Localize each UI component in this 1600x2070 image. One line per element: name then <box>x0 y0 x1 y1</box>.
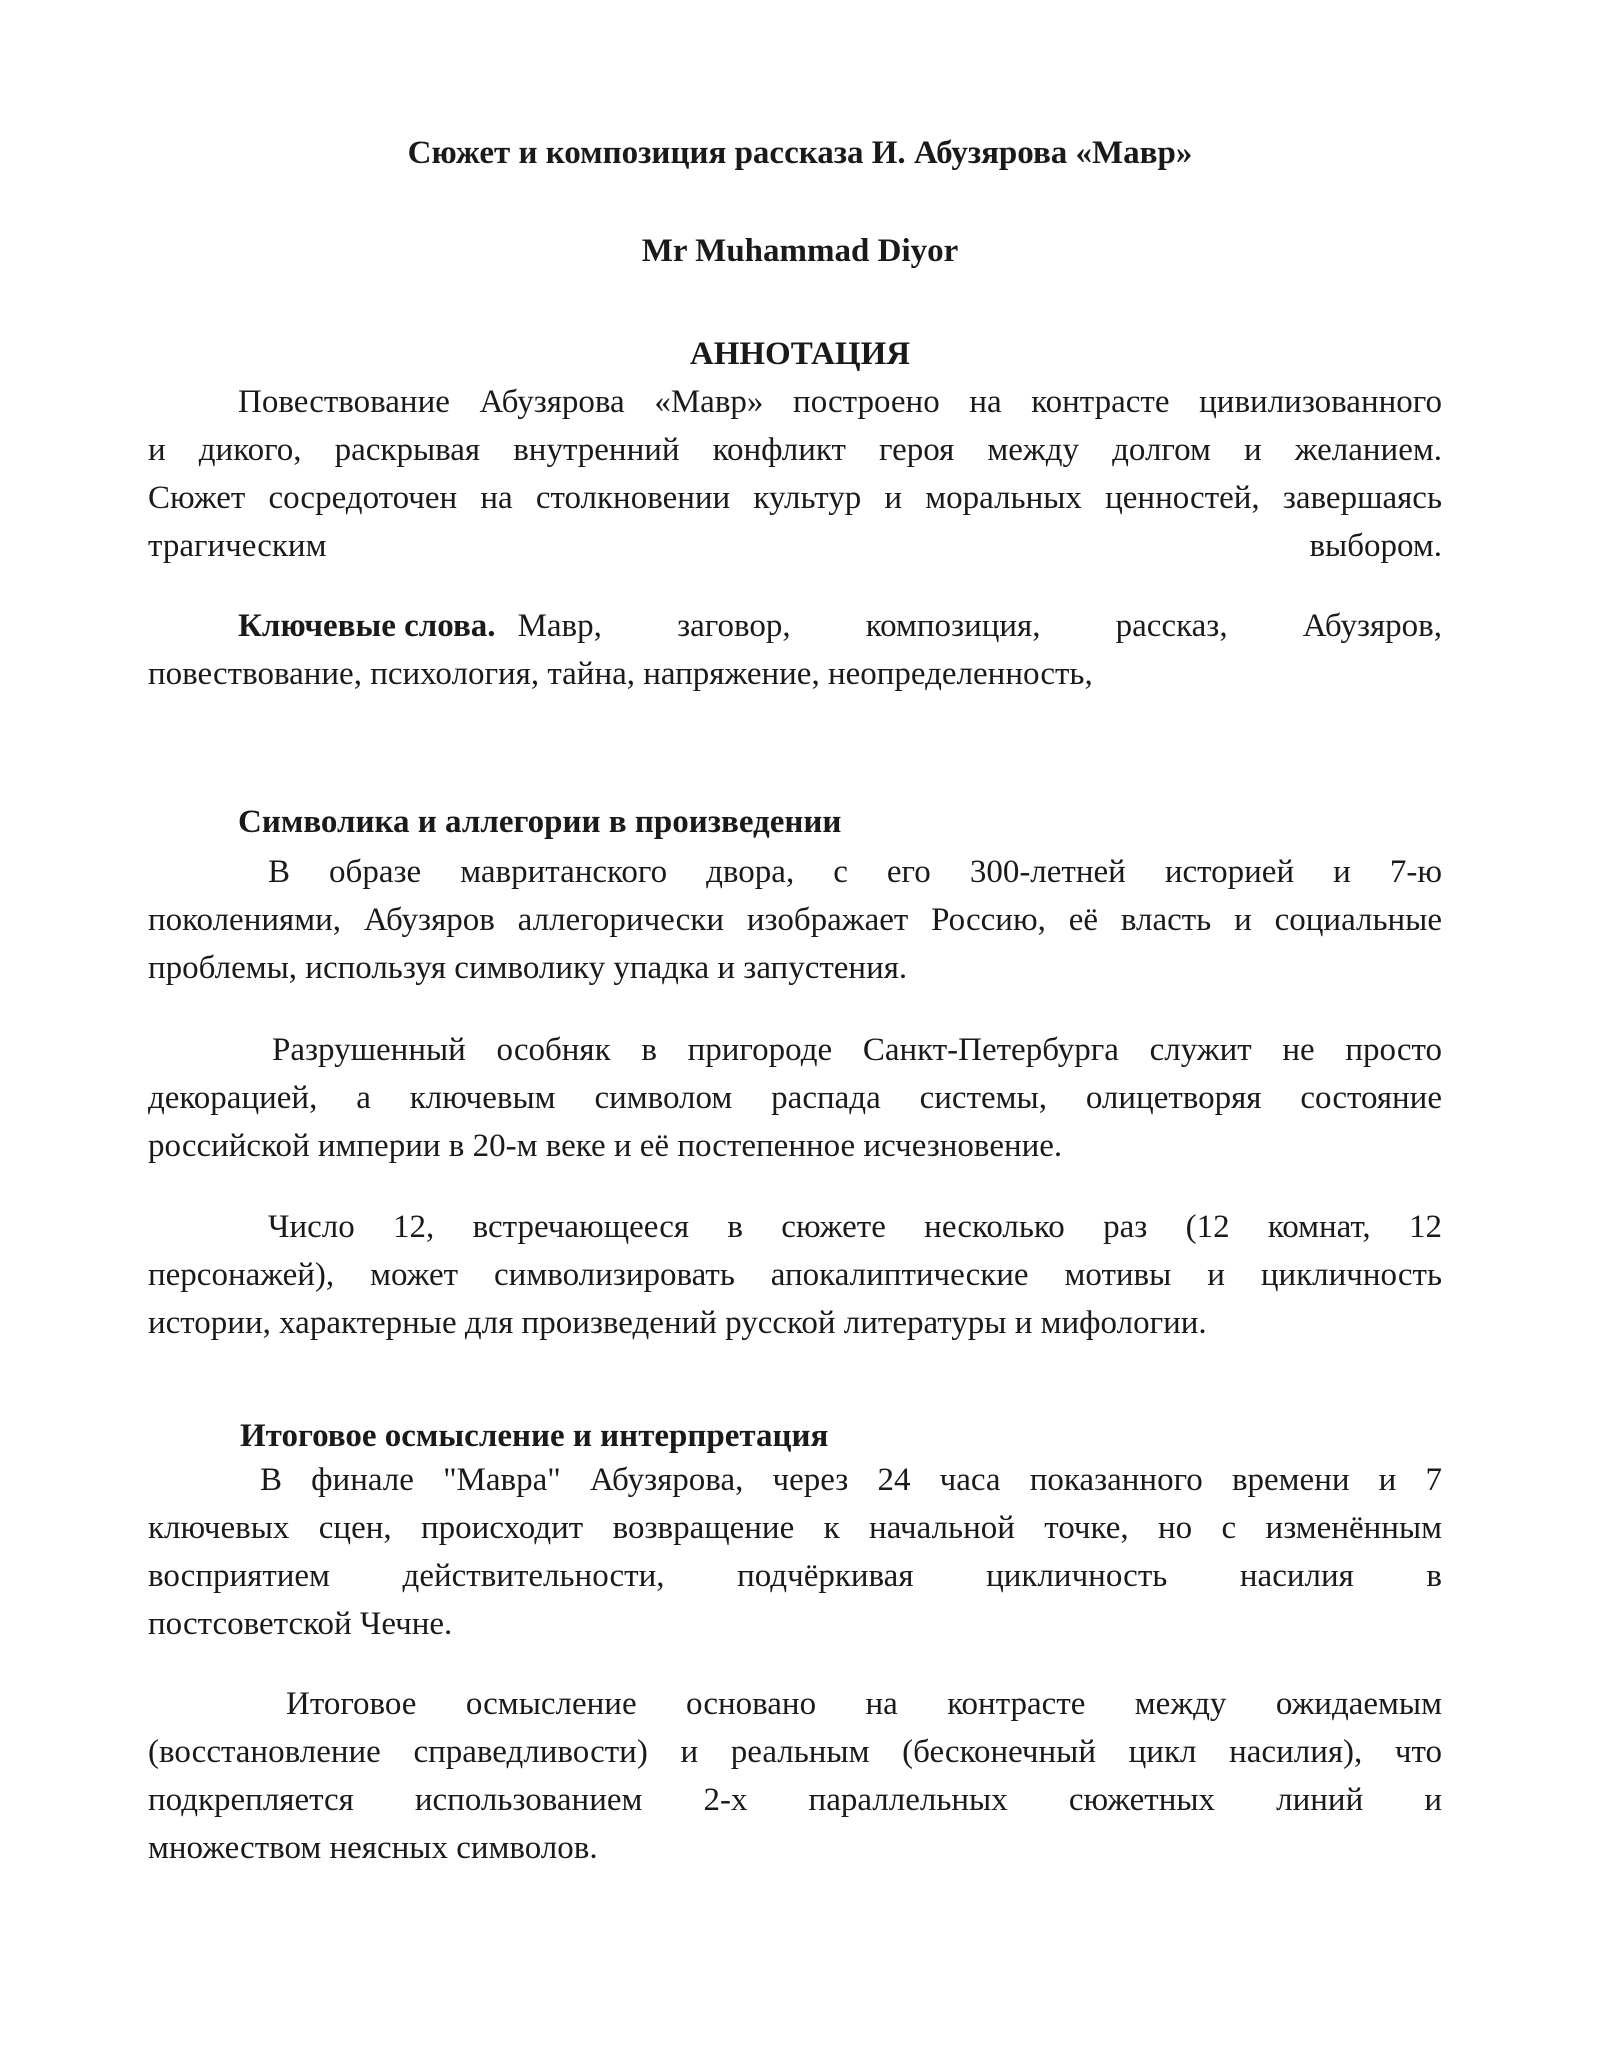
section-heading-interpretation: Итоговое осмысление и интерпретация <box>240 1418 829 1454</box>
paragraph-line: Разрушенный особняк в пригороде Санкт-Петербурга служит не просто <box>272 1032 1442 1068</box>
paragraph-line: персонажей), может символизировать апокалиптические мотивы и цикличность <box>148 1257 1442 1293</box>
keywords-line <box>148 602 1442 650</box>
paragraph-line: В финале "Мавра" Абузярова, через 24 часа показанного времени и 7 <box>260 1462 1442 1498</box>
symbolism-paragraph <box>148 1026 1442 1170</box>
paragraph-line: истории, характерные для произведений русской литературы и мифологии. <box>148 1305 1207 1341</box>
keywords-list: Мавр, заговор, композиция, рассказ, Абузяров, <box>517 608 1442 644</box>
annotation-line: Повествование Абузярова «Мавр» построено на контрасте цивилизованного <box>238 384 1442 420</box>
interpretation-paragraph <box>148 1680 1442 1872</box>
annotation-last-line <box>148 522 1442 570</box>
paragraph-line: В образе мавританского двора, с его 300-летней историей и 7-ю <box>268 854 1442 890</box>
symbolism-paragraph <box>148 848 1442 992</box>
annotation-last-left: трагическим <box>148 528 327 564</box>
paragraph-line: (восстановление справедливости) и реальным (бесконечный цикл насилия), что <box>148 1734 1442 1770</box>
paragraph-line: подкрепляется использованием 2-х параллельных сюжетных линий и <box>148 1782 1442 1818</box>
annotation-line: и дикого, раскрывая внутренний конфликт героя между долгом и желанием. <box>148 432 1442 468</box>
section-heading-symbolism: Символика и аллегории в произведении <box>238 804 842 840</box>
keywords-paragraph <box>148 602 1442 698</box>
interpretation-paragraph <box>148 1456 1442 1648</box>
paragraph-line: декорацией, а ключевым символом распада системы, олицетворяя состояние <box>148 1080 1442 1116</box>
paragraph-line: ключевых сцен, происходит возвращение к начальной точке, но с изменённым <box>148 1510 1442 1546</box>
paragraph-line: множеством неясных символов. <box>148 1830 598 1866</box>
annotation-heading: АННОТАЦИЯ <box>689 336 911 372</box>
symbolism-paragraph <box>148 1203 1442 1347</box>
keywords-label: Ключевые слова. <box>238 608 496 644</box>
paragraph-line: Число 12, встречающееся в сюжете несколько раз (12 комнат, 12 <box>268 1209 1442 1245</box>
paragraph-line: восприятием действительности, подчёркивая цикличность насилия в <box>148 1558 1442 1594</box>
author-name: Mr Muhammad Diyor <box>641 233 959 269</box>
paragraph-line: Итоговое осмысление основано на контрасте между ожидаемым <box>286 1686 1442 1722</box>
paragraph-line: поколениями, Абузяров аллегорически изображает Россию, её власть и социальные <box>148 902 1442 938</box>
paragraph-line: российской империи в 20-м веке и её постепенное исчезновение. <box>148 1128 1063 1164</box>
keywords-line: повествование, психология, тайна, напряжение, неопределенность, <box>148 656 1093 692</box>
annotation-last-right: выбором. <box>1309 528 1442 564</box>
paragraph-line: постсоветской Чечне. <box>148 1606 453 1642</box>
paragraph-line: проблемы, используя символику упадка и запустения. <box>148 950 908 986</box>
document-title: Сюжет и композиция рассказа И. Абузярова «Мавр» <box>407 135 1193 171</box>
annotation-line: Сюжет сосредоточен на столкновении культур и моральных ценностей, завершаясь <box>148 480 1442 516</box>
annotation-paragraph <box>148 378 1442 570</box>
